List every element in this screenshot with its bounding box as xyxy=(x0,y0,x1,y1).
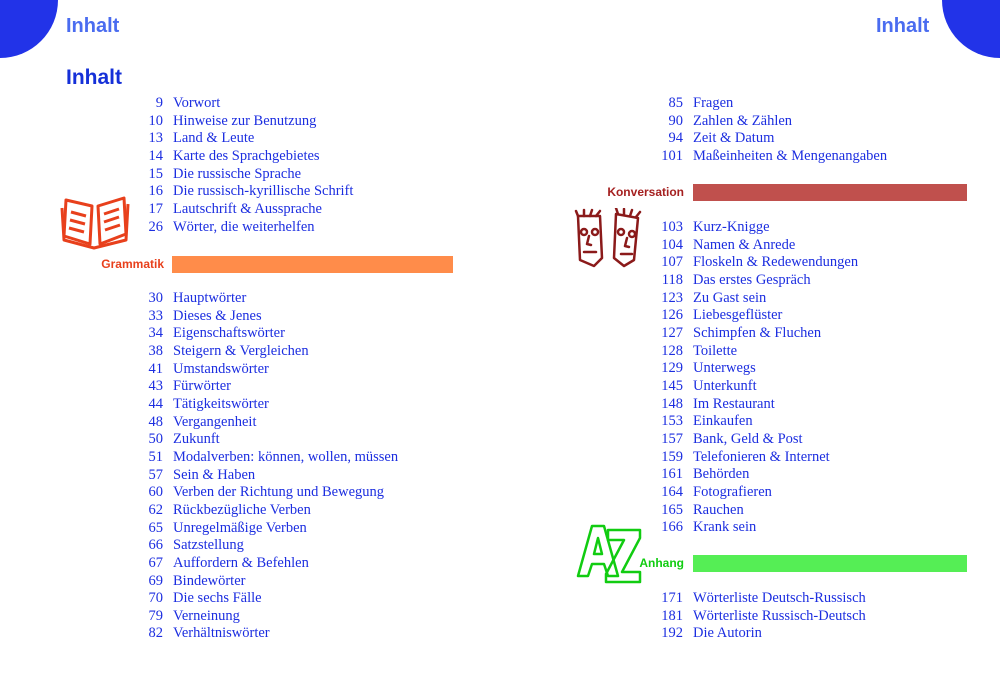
toc-entry xyxy=(643,219,858,237)
toc-page-number: 94 xyxy=(668,130,683,147)
toc-entry xyxy=(123,325,398,343)
toc-page-number: 41 xyxy=(148,360,163,377)
toc-entry-title: Einkaufen xyxy=(693,413,753,430)
toc-entry xyxy=(643,502,858,520)
toc-entry-title: Auffordern & Befehlen xyxy=(173,554,309,571)
toc-entry xyxy=(123,95,353,113)
toc-entry xyxy=(123,113,353,131)
toc-page-number: 171 xyxy=(661,590,683,606)
toc-entry xyxy=(123,343,398,361)
toc-entry-title: Behörden xyxy=(693,466,750,483)
toc-entry-title: Sein & Haben xyxy=(173,466,256,483)
two-faces-icon xyxy=(572,208,644,270)
toc-page-number: 181 xyxy=(661,607,683,624)
toc-entry xyxy=(123,290,398,308)
toc-page-number: 85 xyxy=(668,95,683,111)
toc-page-number: 14 xyxy=(148,147,163,164)
toc-entry-title: Kurz-Knigge xyxy=(693,219,770,235)
toc-page-number: 33 xyxy=(148,307,163,324)
toc-page-number: 129 xyxy=(661,360,683,377)
toc-entry-title: Modalverben: können, wollen, müssen xyxy=(173,448,399,465)
toc-entry-title: Bindewörter xyxy=(173,572,246,589)
toc-entry-title: Fotografieren xyxy=(693,483,772,500)
toc-page-number: 192 xyxy=(661,625,683,642)
toc-entry-title: Verhältniswörter xyxy=(173,625,270,642)
toc-page-number: 148 xyxy=(661,395,683,412)
toc-page-number: 67 xyxy=(148,554,163,571)
toc-entry xyxy=(123,467,398,485)
toc-entry-title: Zu Gast sein xyxy=(693,289,767,306)
toc-entry-title: Bank, Geld & Post xyxy=(693,430,803,447)
toc-entry-title: Fürwörter xyxy=(173,378,231,395)
toc-page-number: 34 xyxy=(148,325,163,342)
toc-entry-title: Verben der Richtung und Bewegung xyxy=(173,484,385,501)
toc-entry-title: Karte des Sprachgebietes xyxy=(173,147,320,164)
toc-entry-title: Die russisch-kyrillische Schrift xyxy=(173,183,354,200)
toc-entry xyxy=(123,520,398,538)
section-label-grammatik: Grammatik xyxy=(101,257,164,271)
toc-page-number: 62 xyxy=(148,501,163,518)
toc-entry xyxy=(643,325,858,343)
a-z-icon xyxy=(574,520,644,586)
toc-page-number: 123 xyxy=(661,289,683,306)
toc-list-konversation xyxy=(643,219,858,537)
corner-decoration-left xyxy=(0,0,58,58)
toc-entry-title: Liebesgeflüster xyxy=(693,307,783,324)
toc-entry xyxy=(123,537,398,555)
toc-entry xyxy=(123,396,398,414)
toc-page-number: 128 xyxy=(661,342,683,359)
toc-list-intro xyxy=(123,95,353,236)
toc-entry-title: Unterwegs xyxy=(693,360,756,377)
toc-page-number: 50 xyxy=(148,431,163,448)
toc-page-number: 90 xyxy=(668,112,683,129)
toc-page-number: 153 xyxy=(661,413,683,430)
toc-entry xyxy=(643,307,858,325)
section-bar-grammatik xyxy=(172,256,453,273)
toc-page-number: 103 xyxy=(661,219,683,235)
toc-entry-title: Tätigkeitswörter xyxy=(173,395,269,412)
toc-page-number: 57 xyxy=(148,466,163,483)
toc-entry xyxy=(643,148,887,166)
toc-entry xyxy=(643,378,858,396)
toc-entry-title: Hauptwörter xyxy=(173,290,247,306)
toc-entry xyxy=(643,413,858,431)
toc-entry xyxy=(643,237,858,255)
section-bar-anhang xyxy=(693,555,967,572)
toc-page-number: 70 xyxy=(148,590,163,607)
toc-page-number: 104 xyxy=(661,236,683,253)
toc-entry xyxy=(643,254,858,272)
toc-entry-title: Die russische Sprache xyxy=(173,165,302,182)
toc-entry xyxy=(123,590,398,608)
toc-entry xyxy=(123,361,398,379)
toc-entry-title: Zeit & Datum xyxy=(693,130,775,147)
toc-page-number: 127 xyxy=(661,324,683,341)
toc-entry xyxy=(123,573,398,591)
open-book-icon xyxy=(60,190,130,250)
toc-page-number: 157 xyxy=(661,430,683,447)
toc-entry xyxy=(643,343,858,361)
toc-entry xyxy=(123,219,353,237)
toc-entry xyxy=(643,113,887,131)
toc-page-number: 82 xyxy=(148,625,163,642)
toc-entry-title: Eigenschaftswörter xyxy=(173,325,285,342)
toc-page-number: 16 xyxy=(148,183,163,200)
toc-entry-title: Zukunft xyxy=(173,431,220,448)
toc-entry-title: Hinweise zur Benutzung xyxy=(173,112,317,129)
toc-list-grammatik-continued xyxy=(643,95,887,166)
toc-entry-title: Wörterliste Deutsch-Russisch xyxy=(693,590,866,606)
toc-entry xyxy=(643,519,858,537)
toc-page-number: 43 xyxy=(148,378,163,395)
toc-entry-title: Vergangenheit xyxy=(173,413,257,430)
toc-page-number: 44 xyxy=(148,395,163,412)
section-label-konversation: Konversation xyxy=(607,185,684,199)
section-label-anhang: Anhang xyxy=(639,556,684,570)
toc-entry-title: Unterkunft xyxy=(693,377,757,394)
toc-entry-title: Dieses & Jenes xyxy=(173,307,262,324)
toc-page-number: 166 xyxy=(661,519,683,536)
toc-entry-title: Umstandswörter xyxy=(173,360,269,377)
toc-entry xyxy=(123,484,398,502)
toc-page-number: 15 xyxy=(148,165,163,182)
toc-entry-title: Vorwort xyxy=(173,95,221,111)
toc-page-number: 126 xyxy=(661,307,683,324)
toc-page-number: 66 xyxy=(148,537,163,554)
toc-entry-title: Im Restaurant xyxy=(693,395,775,412)
toc-page-number: 65 xyxy=(148,519,163,536)
toc-entry xyxy=(643,449,858,467)
toc-page-number: 38 xyxy=(148,342,163,359)
toc-page-number: 13 xyxy=(148,130,163,147)
toc-entry xyxy=(643,130,887,148)
toc-page-number: 145 xyxy=(661,377,683,394)
toc-entry-title: Schimpfen & Fluchen xyxy=(693,324,822,341)
toc-page-number: 30 xyxy=(148,290,163,306)
toc-entry xyxy=(643,466,858,484)
toc-entry-title: Floskeln & Redewendungen xyxy=(693,254,859,271)
toc-entry xyxy=(123,201,353,219)
section-bar-konversation xyxy=(693,184,967,201)
toc-entry xyxy=(123,625,398,643)
toc-entry xyxy=(643,272,858,290)
toc-entry xyxy=(643,360,858,378)
toc-entry xyxy=(643,396,858,414)
toc-page-number: 101 xyxy=(661,147,683,164)
toc-entry-title: Fragen xyxy=(693,95,734,111)
toc-entry-title: Die sechs Fälle xyxy=(173,590,262,607)
toc-entry xyxy=(643,590,866,608)
toc-entry xyxy=(123,502,398,520)
toc-entry xyxy=(643,95,887,113)
toc-page-number: 48 xyxy=(148,413,163,430)
toc-page-number: 17 xyxy=(148,200,163,217)
toc-entry xyxy=(123,555,398,573)
toc-entry xyxy=(643,290,858,308)
toc-entry-title: Krank sein xyxy=(693,519,757,536)
toc-entry-title: Namen & Anrede xyxy=(693,236,796,253)
toc-entry-title: Lautschrift & Aussprache xyxy=(173,200,322,217)
page-title: Inhalt xyxy=(66,66,122,89)
toc-page-number: 10 xyxy=(148,112,163,129)
toc-entry-title: Toilette xyxy=(693,342,738,359)
toc-entry-title: Zahlen & Zählen xyxy=(693,112,793,129)
toc-entry-title: Unregelmäßige Verben xyxy=(173,519,307,536)
toc-page-number: 159 xyxy=(661,448,683,465)
toc-page-number: 51 xyxy=(148,448,163,465)
toc-entry-title: Wörterliste Russisch-Deutsch xyxy=(693,607,866,624)
toc-page-number: 26 xyxy=(148,218,163,235)
toc-page-number: 79 xyxy=(148,607,163,624)
toc-entry-title: Maßeinheiten & Mengenangaben xyxy=(693,147,888,164)
toc-list-anhang xyxy=(643,590,866,643)
toc-entry xyxy=(123,166,353,184)
toc-entry xyxy=(123,449,398,467)
toc-page-number: 118 xyxy=(661,271,683,288)
toc-entry xyxy=(123,431,398,449)
toc-entry xyxy=(123,183,353,201)
toc-entry-title: Die Autorin xyxy=(693,625,762,642)
toc-entry-title: Verneinung xyxy=(173,607,240,624)
toc-entry xyxy=(643,625,866,643)
toc-entry xyxy=(123,414,398,432)
toc-entry-title: Satzstellung xyxy=(173,537,244,554)
toc-entry-title: Land & Leute xyxy=(173,130,255,147)
toc-page-number: 164 xyxy=(661,483,683,500)
running-title-right: Inhalt xyxy=(876,15,930,37)
toc-page-number: 9 xyxy=(155,95,163,111)
toc-entry-title: Das erstes Gespräch xyxy=(693,271,811,288)
toc-entry-title: Rückbezügliche Verben xyxy=(173,501,311,518)
toc-entry-title: Wörter, die weiterhelfen xyxy=(173,218,315,235)
toc-entry xyxy=(643,484,858,502)
toc-entry xyxy=(123,130,353,148)
toc-entry-title: Rauchen xyxy=(693,501,744,518)
toc-entry-title: Telefonieren & Internet xyxy=(693,448,830,465)
toc-page-number: 161 xyxy=(661,466,683,483)
toc-page-number: 165 xyxy=(661,501,683,518)
toc-entry-title: Steigern & Vergleichen xyxy=(173,342,309,359)
toc-entry xyxy=(123,148,353,166)
toc-entry xyxy=(643,608,866,626)
toc-entry xyxy=(123,308,398,326)
corner-decoration-right xyxy=(942,0,1000,58)
toc-entry xyxy=(123,378,398,396)
toc-list-grammatik xyxy=(123,290,398,643)
toc-entry xyxy=(123,608,398,626)
running-title-left: Inhalt xyxy=(66,15,120,37)
toc-page-number: 69 xyxy=(148,572,163,589)
toc-page-number: 107 xyxy=(661,254,683,271)
toc-page-number: 60 xyxy=(148,484,163,501)
toc-entry xyxy=(643,431,858,449)
